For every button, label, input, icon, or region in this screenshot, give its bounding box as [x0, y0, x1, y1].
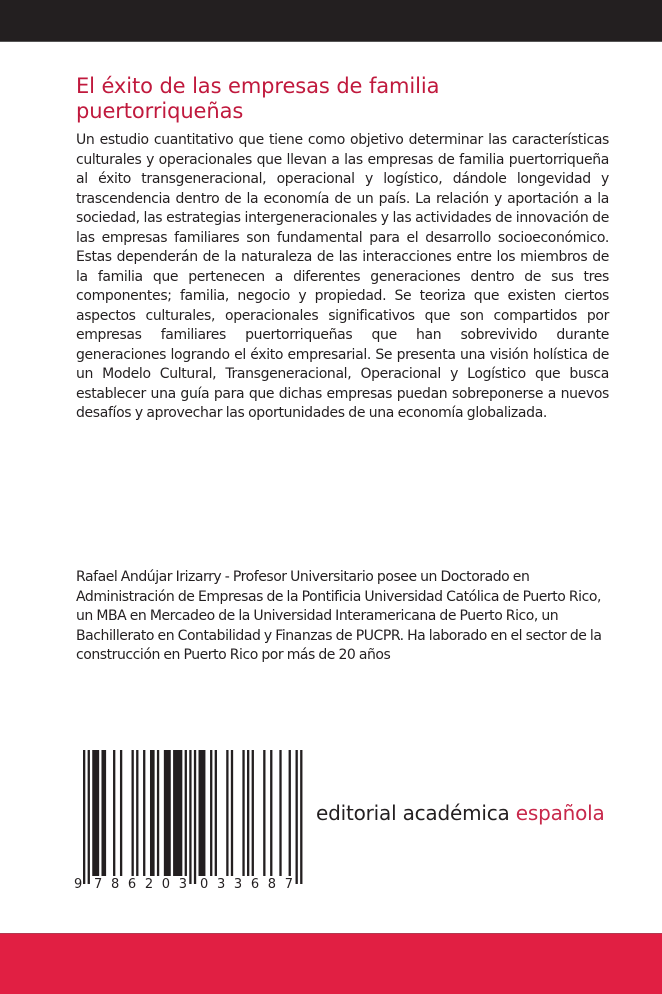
barcode-bar	[88, 750, 90, 884]
barcode-bar	[210, 750, 212, 876]
publisher-logo	[316, 801, 605, 825]
barcode-bar	[226, 750, 228, 876]
barcode-digit-first: 9	[74, 877, 83, 892]
top-band	[0, 0, 662, 42]
barcode-bar	[247, 750, 249, 876]
barcode-digits-left: 786203	[94, 877, 187, 892]
barcode-bar	[215, 750, 217, 876]
barcode-bar	[164, 750, 171, 876]
barcode-bar	[185, 750, 187, 876]
bottom-band	[0, 933, 662, 994]
barcode-bar	[143, 750, 145, 876]
author-bio: Rafael Andújar Irizarry - Profesor Universitario posee un Doctorado en Administración de Empresas de la Pontificia Universidad Católica de Puerto Rico, un MBA en Mercadeo de la Universidad Interamericana de Puerto Rico, un Bachillerato en Contabilidad y Finanzas de PUCPR. Ha laborado en el sector de la construcción en Puerto Rico por más de 20 años	[76, 569, 602, 663]
publisher-name-accent: española	[515, 801, 605, 825]
barcode-bar	[242, 750, 244, 876]
barcode-bar	[113, 750, 115, 876]
barcode-bar	[252, 750, 254, 876]
barcode-bar	[157, 750, 159, 876]
barcode-bar	[136, 750, 138, 876]
barcode-bar	[83, 750, 85, 884]
barcode-bar	[296, 750, 298, 884]
barcode-bar	[194, 750, 196, 884]
barcode-bar	[279, 750, 281, 876]
barcode-bar	[231, 750, 233, 876]
barcode-bar	[289, 750, 291, 876]
barcode-bar	[92, 750, 99, 876]
barcode-bar	[189, 750, 191, 884]
book-abstract: Un estudio cuantitativo que tiene como objetivo determinar las características culturales y operacionales que llevan a las empresas de familia puertorriqueña al éxito transgeneracional, operacional y logístico, dándole longevidad y trascendencia dentro de la economía de un país. La relación y aportación a la sociedad, las estrategias intergeneracionales y las actividades de innovación de las empresas familiares son fundamental para el desarrollo socioeconómico. Estas dependerán de la naturaleza de las interacciones entre los miembros de la familia que pertenecen a diferentes generaciones dentro de sus tres componentes; familia, negocio y propiedad. Se teoriza que existen ciertos aspectos culturales, operacionales significativos que son compartidos por empresas familiares puertorriqueñas que han sobrevivido durante generaciones logrando el éxito empresarial. Se presenta una visión holística de un Modelo Cultural, Transgeneracional, Operacional y Logístico que busca establecer una guía para que dichas empresas puedan sobreponerse a nuevos desafíos y aprovechar las oportunidades de una economía globalizada.	[76, 132, 609, 421]
isbn-barcode	[72, 748, 312, 893]
publisher-name: editorial académica	[316, 801, 516, 825]
barcode-bar	[270, 750, 272, 876]
barcode-bar	[120, 750, 122, 876]
barcode-bar	[150, 750, 155, 876]
barcode-bar	[132, 750, 134, 876]
barcode-bar	[263, 750, 265, 876]
barcode-digits-right: 033687	[200, 877, 293, 892]
barcode-bar	[199, 750, 206, 876]
barcode-bar	[173, 750, 182, 876]
barcode-bar	[300, 750, 302, 884]
book-title: El éxito de las empresas de familia puertorriqueñas	[76, 74, 440, 123]
barcode-bar	[101, 750, 106, 876]
